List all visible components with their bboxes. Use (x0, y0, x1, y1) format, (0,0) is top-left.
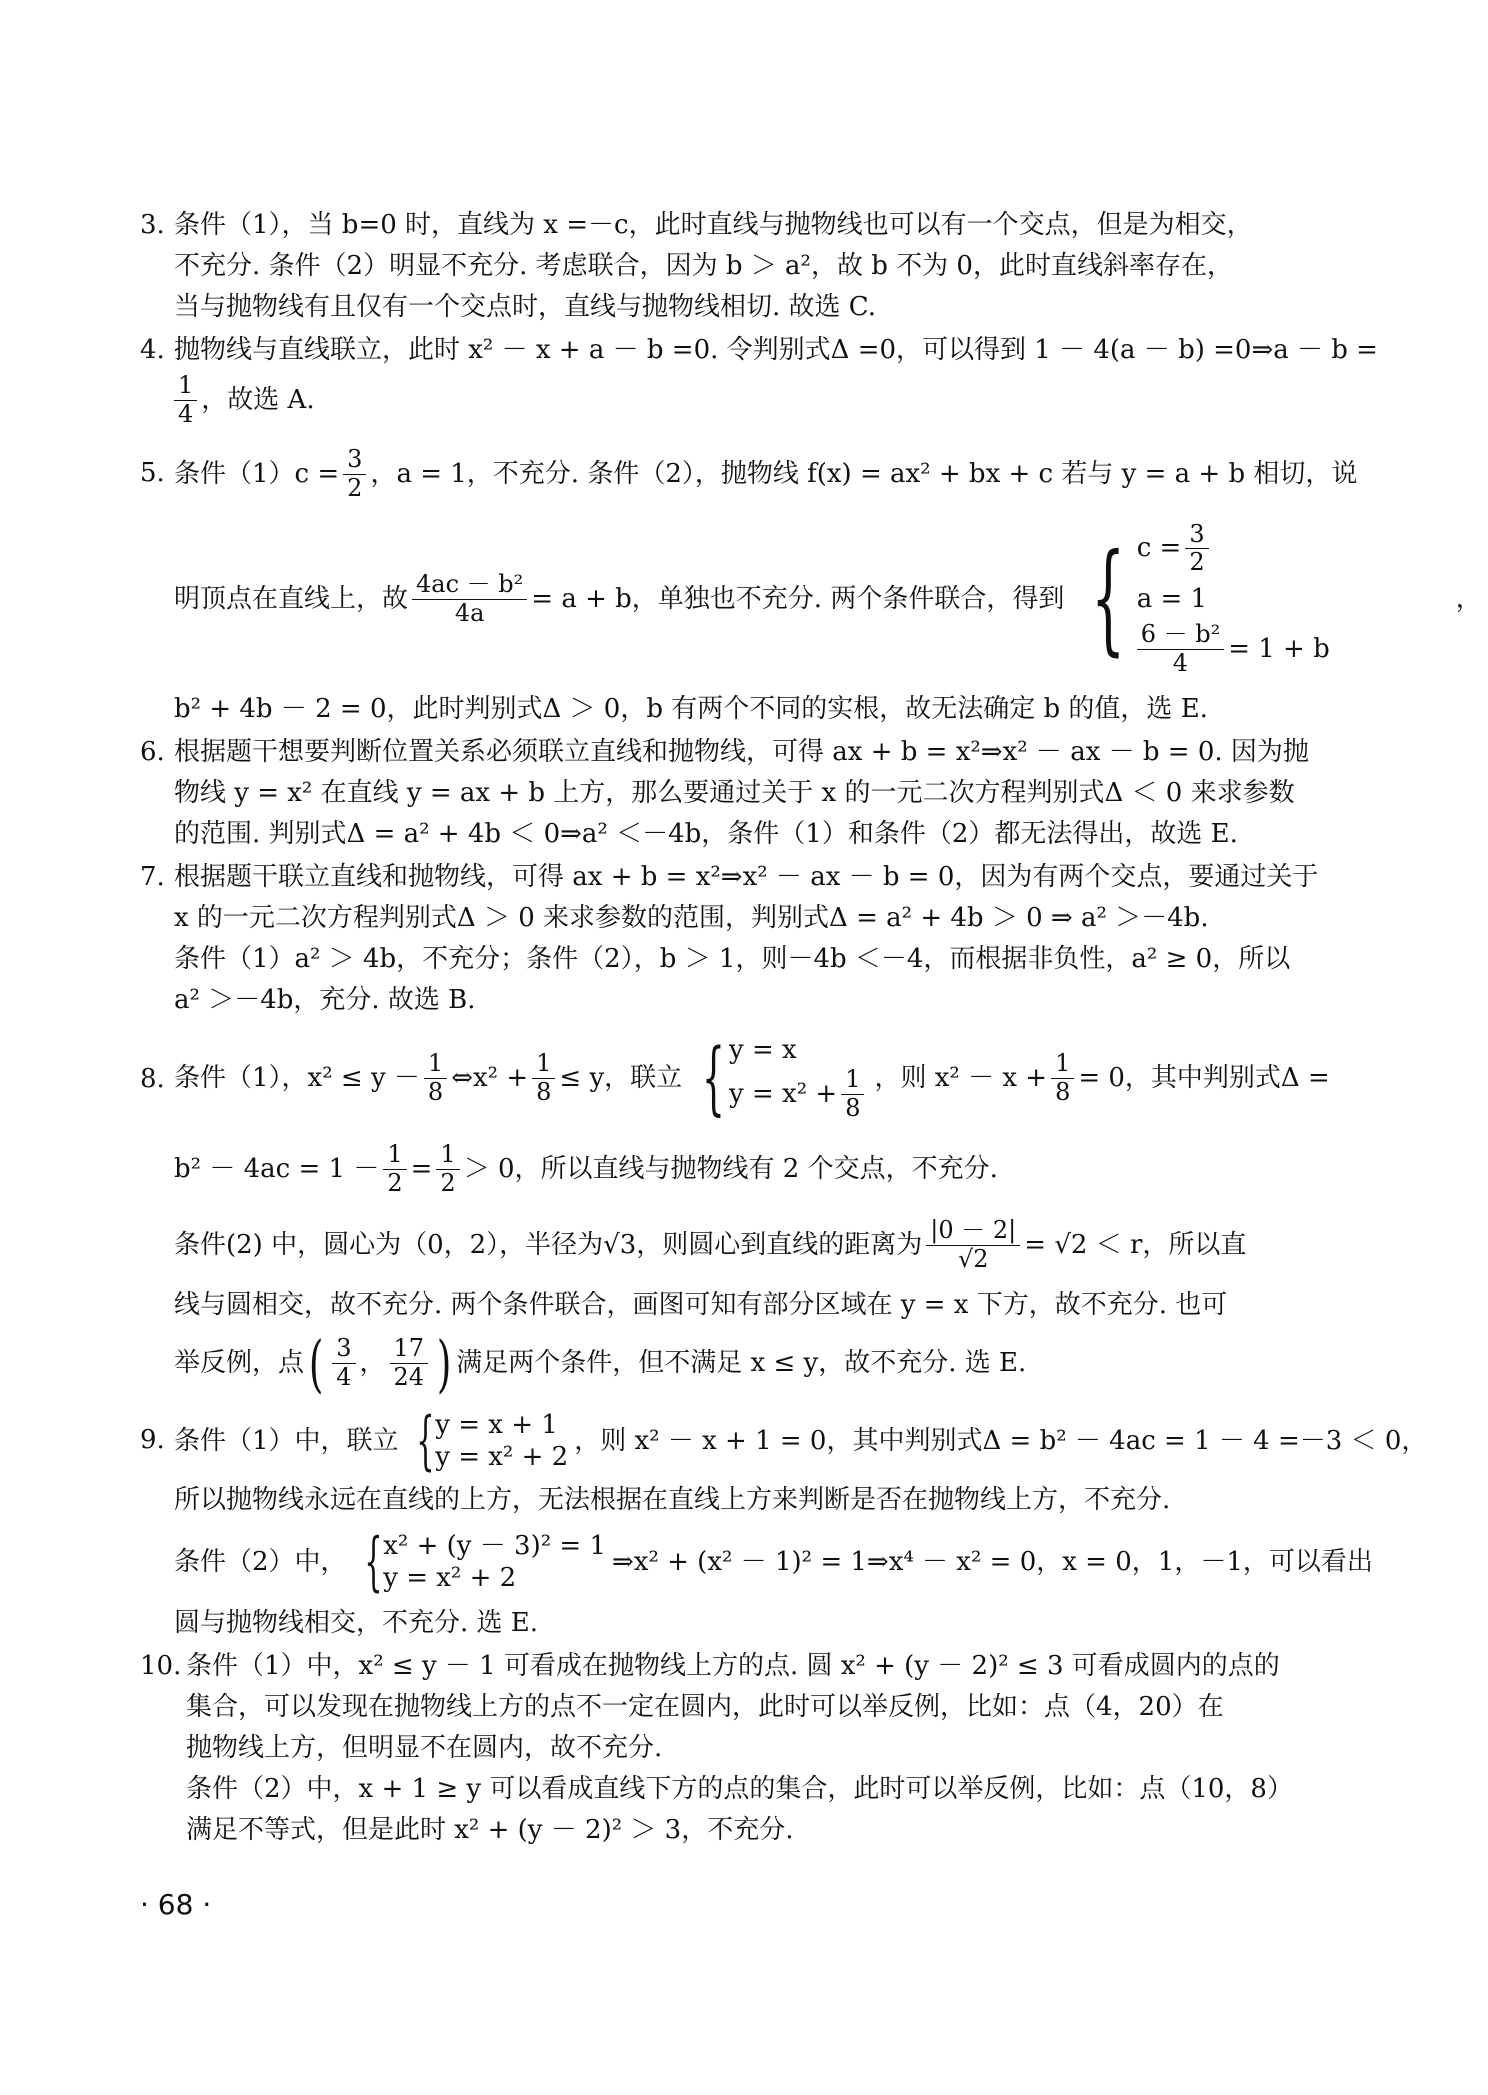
text-line: 物线 y = x² 在直线 y = ax + b 上方，那么要通过关于 x 的一元二次方程判别式Δ ＜ 0 来求参数 (174, 778, 1295, 808)
item-number: 3. (140, 210, 165, 240)
fraction: $\frac{1}{8}$ (424, 1050, 447, 1106)
solution-item-8: 8. 条件（1），x² ≤ y － $\frac{1}{8}$ ⇔x² + $\frac{1}{8}$ ≤ y，联立 { y = x y = x² + $\frac{1}{8}$ ，则 x² － x + $\frac{1}{8}$ = 0，其中判别式Δ = b² － 4ac = 1 － $\frac{1}{2}$ = $\frac{1}{2}$ ＞ 0，所以直线与抛物线有 2 个交点，不充分. 条件(2) 中，圆心为（0，2），半径为√3，则圆心到直线的距离为 $\frac{|0 - 2|}{√2}$ = √2 ＜ r，所以直 线与圆相交，故不充分. 两个条件联合，画图可知有部分区域在 y = x 下方，故不充分. 也可 举反例，点 ( $\frac{3}{4}$ ， $\frac{17}{24}$ ) 满足两个条件，但不满足 x ≤ y，故不充分. 选 E. (140, 1031, 1330, 1400)
text-segment: = (410, 1153, 433, 1184)
equation-system: { c = $\frac{3}{2}$ a = 1 $\frac{\text{6 － b²}}{4}$ = 1 + b (1091, 519, 1330, 677)
fraction: $\frac{3}{2}$ (343, 446, 366, 502)
item-number: 9. (140, 1425, 165, 1455)
text-line: 所以抛物线永远在直线的上方，无法根据在直线上方来判断是否在抛物线上方，不充分. (174, 1485, 1171, 1515)
text-line: 集合，可以发现在抛物线上方的点不一定在圆内，此时可以举反例，比如：点（4，20）在 (186, 1692, 1224, 1722)
solutions-page (140, 205, 1482, 1853)
text-line: 的范围. 判别式Δ = a² + 4b ＜ 0⇒a² ＜－4b，条件（1）和条件（2）都无法得出，故选 E. (174, 819, 1238, 849)
fraction: $\frac{1}{2}$ (383, 1141, 406, 1197)
text-segment: 条件（2）中， (174, 1546, 347, 1577)
text-segment: ⇒x² + (x² － 1)² = 1⇒x⁴ － x² = 0，x = 0，1，－1，可以看出 (612, 1546, 1373, 1577)
text-segment: 条件（1），x² ≤ y － (174, 1062, 420, 1093)
item-number: 8. (140, 1064, 165, 1094)
text-line: a² ＞－4b，充分. 故选 B. (174, 985, 476, 1015)
text-line: ，故选 A. (201, 384, 315, 415)
text-segment: 条件（1）c = (174, 458, 340, 489)
item-number: 7. (140, 862, 165, 892)
text-segment: 举反例，点 (174, 1347, 305, 1378)
text-line: 根据题干想要判断位置关系必须联立直线和抛物线，可得 ax + b = x²⇒x² － ax － b = 0. 因为抛 (174, 737, 1309, 767)
text-segment: = 0，其中判别式Δ = (1078, 1062, 1330, 1093)
text-line: b² + 4b － 2 = 0，此时判别式Δ ＞ 0，b 有两个不同的实根，故无法确定 b 的值，选 E. (174, 694, 1208, 724)
text-segment: 满足两个条件，但不满足 x ≤ y，故不充分. 选 E. (456, 1347, 1027, 1378)
item-number: 4. (140, 335, 165, 365)
text-segment: ， (359, 1347, 386, 1378)
text-segment: ，则 x² － x + 1 = 0，其中判别式Δ = b² － 4ac = 1 － 4 =－3 ＜ 0， (574, 1425, 1428, 1456)
text-segment: ， (1455, 583, 1482, 614)
text-segment: = a + b，单独也不充分. 两个条件联合，得到 (531, 583, 1065, 614)
equation-system: { y = x y = x² + $\frac{1}{8}$ (688, 1034, 868, 1123)
fraction: $\frac{1}{8}$ (841, 1066, 864, 1122)
fraction: $\frac{17}{24}$ (390, 1335, 429, 1391)
text-line: 条件（2）中，x + 1 ≥ y 可以看成直线下方的点的集合，此时可以举反例，比如：点（10，8） (186, 1774, 1293, 1804)
text-segment: = √2 ＜ r，所以直 (1024, 1229, 1247, 1260)
text-line: 条件（1）a² ＞ 4b，不充分；条件（2），b ＞ 1，则－4b ＜－4，而根据非负性，a² ≥ 0，所以 (174, 944, 1291, 974)
fraction: $\frac{\text{6 － b²}}{4}$ (1137, 621, 1225, 677)
text-line: 当与抛物线有且仅有一个交点时，直线与抛物线相切. 故选 C. (174, 292, 877, 322)
text-line: 条件（1），当 b=0 时，直线为 x =－c，此时直线与抛物线也可以有一个交点，但是为相交， (174, 210, 1253, 240)
fraction: $\frac{|0 - 2|}{√2}$ (926, 1217, 1020, 1273)
text-line: 圆与抛物线相交，不充分. 选 E. (174, 1608, 539, 1638)
item-number: 10. (140, 1651, 182, 1681)
fraction: $\frac{1}{8}$ (1051, 1050, 1074, 1106)
text-line: 条件（1）中，x² ≤ y － 1 可看成在抛物线上方的点. 圆 x² + (y － 2)² ≤ 3 可看成圆内的点的 (186, 1651, 1280, 1681)
page-number: · 68 · (140, 1888, 212, 1921)
fraction: $\frac{1}{4}$ (174, 372, 197, 428)
text-line: 不充分. 条件（2）明显不充分. 考虑联合，因为 b ＞ a²，故 b 不为 0，此时直线斜率存在， (174, 251, 1233, 281)
text-line: x 的一元二次方程判别式Δ ＞ 0 来求参数的范围，判别式Δ = a² + 4b ＞ 0 ⇒ a² ＞－4b. (174, 903, 1209, 933)
equation-system: { y = x + 1 y = x² + 2 (415, 1404, 569, 1478)
text-line: 抛物线上方，但明显不在圆内，故不充分. (186, 1733, 663, 1763)
solution-item-9 (140, 1402, 1428, 1644)
text-line: 线与圆相交，故不充分. 两个条件联合，画图可知有部分区域在 y = x 下方，故不充分. 也可 (174, 1290, 1228, 1320)
text-segment: ，a = 1，不充分. 条件（2），抛物线 f(x) = ax² + bx + c 若与 y = a + b 相切，说 (370, 458, 1358, 489)
text-segment: ，则 x² － x + (874, 1062, 1048, 1093)
fraction: $\frac{1}{2}$ (436, 1141, 459, 1197)
text-line: 满足不等式，但是此时 x² + (y － 2)² ＞ 3，不充分. (186, 1815, 794, 1845)
fraction: $\frac{3}{4}$ (332, 1335, 355, 1391)
text-segment: ≤ y，联立 (559, 1062, 683, 1093)
text-segment: ＞ 0，所以直线与抛物线有 2 个交点，不充分. (463, 1153, 998, 1184)
solution-item-4 (140, 330, 1378, 429)
item-number: 5. (140, 458, 165, 488)
fraction: $\frac{3}{2}$ (1185, 521, 1208, 577)
text-segment: 条件(2) 中，圆心为（0，2），半径为√3，则圆心到直线的距离为 (174, 1229, 923, 1260)
fraction: $\frac{\text{4ac － b²}}{4a}$ (412, 571, 527, 627)
text-segment: ⇔x² + (451, 1062, 529, 1093)
equation-system: { x² + (y － 3)² = 1 y = x² + 2 (363, 1525, 606, 1599)
solution-item-7 (140, 857, 1319, 1021)
text-segment: b² － 4ac = 1 － (174, 1153, 380, 1184)
solution-item-3 (140, 205, 1310, 328)
solution-item-6 (140, 732, 1310, 855)
text-line: 根据题干联立直线和抛物线，可得 ax + b = x²⇒x² － ax － b = 0，因为有两个交点，要通过关于 (174, 862, 1319, 892)
text-segment: 明顶点在直线上，故 (174, 583, 409, 614)
solution-item-10 (140, 1646, 1310, 1851)
text-segment: 条件（1）中，联立 (174, 1425, 399, 1456)
text-line: 抛物线与直线联立，此时 x² － x + a － b =0. 令判别式Δ =0，可以得到 1 － 4(a － b) =0⇒a － b = (174, 335, 1378, 365)
solution-item-5 (140, 439, 1482, 730)
item-number: 6. (140, 737, 165, 767)
fraction: $\frac{1}{8}$ (532, 1050, 555, 1106)
